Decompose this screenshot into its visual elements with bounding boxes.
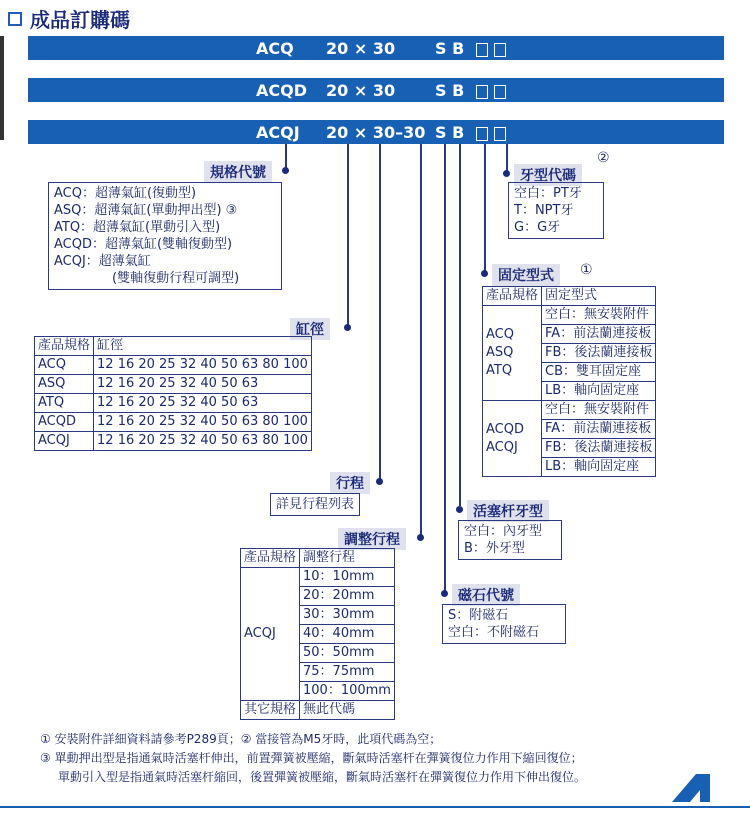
brand-logo-icon xyxy=(670,772,712,808)
bullet-dot-icon xyxy=(456,506,463,513)
list-item: ACQD：超薄氣缸(雙軸復動型) xyxy=(54,237,233,252)
connector-line xyxy=(347,144,349,326)
table-row: 50：50mm xyxy=(241,644,395,663)
rod-thread-label: 活塞杆牙型 xyxy=(467,500,549,522)
bore-label: 缸徑 xyxy=(290,318,330,340)
square-bullet-icon xyxy=(8,12,22,26)
table-row: ACQD ACQJ 空白：無安裝附件 xyxy=(483,401,656,420)
order-code-band-acq: ACQ 20 × 30 S B xyxy=(28,36,724,60)
magnet-code-label: 磁石代號 xyxy=(452,584,520,606)
note-marker: ② xyxy=(597,150,610,166)
table-row: ACQJ 10：10mm xyxy=(241,568,395,587)
list-item: 空白：PT牙 xyxy=(514,186,582,201)
connector-line xyxy=(420,144,422,536)
table-row: FA：前法蘭連接板 xyxy=(483,420,656,439)
list-item: B：外牙型 xyxy=(464,541,525,556)
list-item: 空白：不附磁石 xyxy=(448,625,540,640)
footnote: 單動引入型是指通氣時活塞杆縮回，後置彈簧被壓縮，斷氣時活塞杆在彈簧復位力作用下伸出復位。 xyxy=(58,770,587,784)
connector-line xyxy=(444,144,446,592)
bullet-dot-icon xyxy=(441,590,448,597)
footnote: ① 安裝附件詳細資料請參考P289頁；② 當接管為M5牙時，此項代碼為空； xyxy=(40,732,442,746)
thread-code-list xyxy=(508,182,604,239)
table-row: ACQJ 12 16 20 25 32 40 50 63 80 100 xyxy=(35,432,312,451)
bullet-dot-icon xyxy=(344,324,351,331)
list-item: T：NPT牙 xyxy=(514,203,574,218)
connector-line xyxy=(484,144,486,272)
table-header: 固定型式 xyxy=(542,287,656,306)
table-header: 產品規格 xyxy=(241,549,300,568)
note-marker: ① xyxy=(580,262,593,278)
bullet-dot-icon xyxy=(282,167,289,174)
list-item: 空白：內牙型 xyxy=(464,524,543,539)
table-row: ACQ ASQ ATQ 空白：無安裝附件 xyxy=(483,306,656,325)
code-box xyxy=(476,127,488,141)
magnet-code-list xyxy=(442,604,566,644)
bore-table xyxy=(34,336,312,451)
mount-type-label: 固定型式 xyxy=(492,264,560,286)
table-row: FB：後法蘭連接板 xyxy=(483,439,656,458)
table-header: 產品規格 xyxy=(35,337,94,356)
code-box xyxy=(494,43,506,57)
list-item: ATQ：超薄氣缸(單動引入型) xyxy=(54,220,221,235)
table-row: ASQ 12 16 20 25 32 40 50 63 xyxy=(35,375,312,394)
connector-line xyxy=(379,144,381,480)
adjust-stroke-label: 調整行程 xyxy=(338,528,406,550)
page-title: 成品訂購碼 xyxy=(8,4,130,33)
table-row: ACQD 12 16 20 25 32 40 50 63 80 100 xyxy=(35,413,312,432)
list-item: ASQ：超薄氣缸(單動押出型) ③ xyxy=(54,203,238,218)
adjust-stroke-table xyxy=(240,548,395,720)
table-row: 100：100mm xyxy=(241,682,395,701)
code-box xyxy=(476,43,488,57)
table-row: LB：軸向固定座 xyxy=(483,458,656,477)
footnote: ③ 單動押出型是指通氣時活塞杆伸出，前置彈簧被壓縮，斷氣時活塞杆在彈簧復位力作用下縮回復位； xyxy=(40,751,583,765)
connector-line xyxy=(459,144,461,506)
bullet-dot-icon xyxy=(417,534,424,541)
footer-rule xyxy=(0,806,750,808)
list-item: (雙軸復動行程可調型) xyxy=(112,271,240,286)
bullet-dot-icon xyxy=(481,270,488,277)
table-row: 其它規格 無此代碼 xyxy=(241,701,395,720)
spec-code-list xyxy=(48,182,282,290)
spec-code-label: 規格代號 xyxy=(204,161,272,183)
footnotes xyxy=(40,730,586,787)
code-box xyxy=(494,85,506,99)
list-item: S：附磁石 xyxy=(448,608,509,623)
left-edge-bar xyxy=(0,36,4,140)
table-row: FA：前法蘭連接板 xyxy=(483,325,656,344)
code-box xyxy=(476,85,488,99)
table-row: 20：20mm xyxy=(241,587,395,606)
table-header: 調整行程 xyxy=(300,549,395,568)
stroke-label: 行程 xyxy=(330,472,370,494)
mount-type-table xyxy=(482,286,656,477)
order-code-band-acqd: ACQD 20 × 30 S B xyxy=(28,78,724,102)
table-row: 40：40mm xyxy=(241,625,395,644)
table-row: CB：雙耳固定座 xyxy=(483,363,656,382)
table-header: 缸徑 xyxy=(94,337,312,356)
code-box xyxy=(494,127,506,141)
table-header: 產品規格 xyxy=(483,287,542,306)
list-item: G：G牙 xyxy=(514,220,561,235)
table-row: 30：30mm xyxy=(241,606,395,625)
stroke-note: 詳見行程列表 xyxy=(270,493,360,516)
thread-code-label: 牙型代碼 xyxy=(514,164,582,186)
bullet-dot-icon xyxy=(503,170,510,177)
table-row: ATQ 12 16 20 25 32 40 50 63 xyxy=(35,394,312,413)
table-row: LB：軸向固定座 xyxy=(483,382,656,401)
bullet-dot-icon xyxy=(376,478,383,485)
list-item: ACQJ：超薄氣缸 xyxy=(54,254,151,269)
list-item: ACQ：超薄氣缸(復動型) xyxy=(54,186,197,201)
order-code-band-acqj: ACQJ 20 × 30–30 S B xyxy=(28,120,724,144)
table-row: FB：後法蘭連接板 xyxy=(483,344,656,363)
table-row: ACQ 12 16 20 25 32 40 50 63 80 100 xyxy=(35,356,312,375)
rod-thread-list xyxy=(458,520,562,560)
table-row: 75：75mm xyxy=(241,663,395,682)
